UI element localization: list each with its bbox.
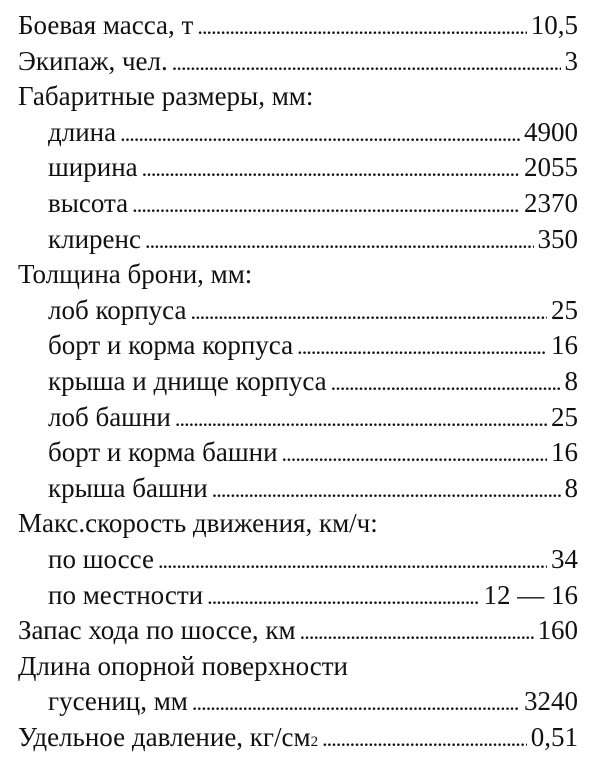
spec-value: 160 [537,615,578,646]
spec-label: ширина [48,152,138,183]
dot-leader [300,613,534,650]
dot-leader [142,150,520,187]
dot-leader [190,293,547,330]
spec-value: 8 [564,472,578,503]
dot-leader [282,435,547,472]
spec-section-heading [18,79,578,115]
spec-value: 34 [551,543,578,574]
dot-leader [132,186,520,223]
spec-row [18,364,578,400]
spec-value: 2370 [524,187,578,218]
dot-leader [197,8,526,45]
spec-label: борт и корма корпуса [48,330,294,361]
spec-label: крыша и днище корпуса [48,365,327,396]
spec-row [18,613,578,649]
spec-row [18,293,578,329]
spec-row [18,400,578,436]
spec-value: 0,51 [530,721,578,752]
spec-row [18,435,578,471]
spec-value: 16 [551,437,578,468]
spec-label: Макс.скорость движения, км/ч: [18,508,378,539]
dot-leader [175,400,547,437]
spec-value: 12 — 16 [483,579,578,610]
spec-row [18,44,578,80]
spec-row [18,328,578,364]
spec-value: 8 [564,365,578,396]
spec-row [18,578,578,614]
spec-label: по местности [48,579,204,610]
spec-row [18,150,578,186]
spec-section-heading [18,649,578,685]
spec-label: лоб корпуса [48,294,187,325]
dot-leader [145,222,534,259]
dot-leader [331,364,561,401]
spec-row [18,684,578,720]
spec-label: Экипаж, чел. [18,45,168,76]
spec-value: 25 [551,294,578,325]
dot-leader [120,115,520,152]
spec-label: длина [48,116,117,147]
spec-label: Длина опорной поверхности [18,650,348,681]
spec-row [18,186,578,222]
spec-value: 16 [551,330,578,361]
spec-value: 25 [551,401,578,432]
spec-row [18,115,578,151]
spec-label: Запас хода по шоссе, км [18,615,296,646]
spec-row: Удельное давление, кг/см 2 . . . 0,51 [18,720,578,756]
dot-leader [172,44,561,81]
spec-value: 4900 [524,116,578,147]
spec-value: 3240 [524,686,578,717]
dot-leader [192,684,520,721]
spec-value: 2055 [524,152,578,183]
spec-label: клиренс [48,223,141,254]
spec-label: Удельное давление, кг/см [18,721,311,752]
spec-row [18,222,578,258]
spec-row [18,471,578,507]
spec-value: 3 [564,45,578,76]
spec-label: Толщина брони, мм: [18,259,253,290]
spec-label: гусениц, мм [48,686,188,717]
dot-leader [207,578,479,615]
spec-label: борт и корма башни [48,437,278,468]
dot-leader [212,471,561,508]
spec-label: лоб башни [48,401,171,432]
spec-row [18,542,578,578]
spec-label: по шоссе [48,543,154,574]
spec-row [18,8,578,44]
spec-value: 10,5 [530,10,578,40]
spec-section-heading [18,506,578,542]
dot-leader [297,328,547,365]
dot-leader [158,542,547,579]
spec-label: крыша башни [48,472,208,503]
spec-label: Габаритные размеры, мм: [18,81,314,112]
spec-value: 350 [537,223,578,254]
dot-leader [322,720,527,757]
spec-label: высота [48,187,129,218]
spec-section-heading [18,257,578,293]
spec-label: Боевая масса, т [18,10,194,40]
